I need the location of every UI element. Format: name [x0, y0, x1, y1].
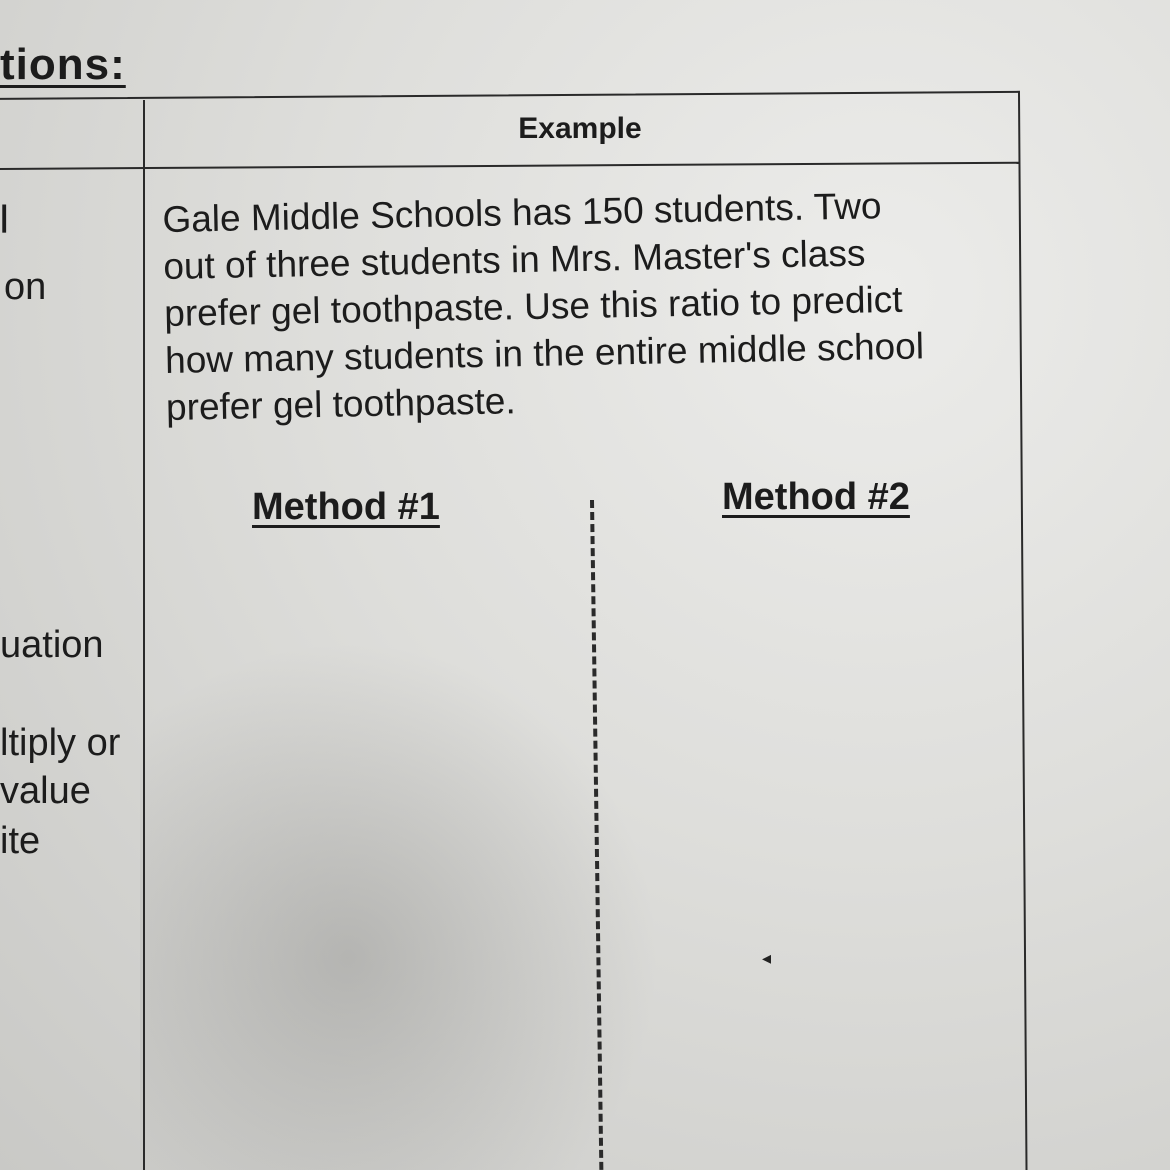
column-divider [143, 100, 145, 1170]
problem-line: Gale Middle Schools has 150 students. Two [162, 185, 882, 240]
left-column-fragment: ltiply or [0, 722, 121, 764]
method-2-heading: Method #2 [722, 476, 910, 518]
left-column-fragment: value [0, 770, 91, 812]
problem-line: out of three students in Mrs. Master's class [162, 232, 866, 287]
section-heading [0, 40, 126, 90]
method-1-heading: Method #1 [252, 486, 440, 528]
problem-text [162, 180, 1016, 431]
left-column-fragment: | [0, 200, 9, 233]
left-column-fragment: ite [0, 820, 41, 862]
section-heading-text: tions: [0, 40, 126, 89]
left-column-fragment: uation [0, 624, 104, 666]
problem-line: prefer gel toothpaste. Use this ratio to predict [163, 278, 903, 334]
example-column-header: Example [518, 112, 642, 145]
problem-line: prefer gel toothpaste. [165, 380, 517, 428]
left-column-fragment: on [4, 266, 47, 308]
problem-line: how many students in the entire middle school [164, 325, 925, 381]
pen-mark: ◂ [762, 948, 772, 968]
